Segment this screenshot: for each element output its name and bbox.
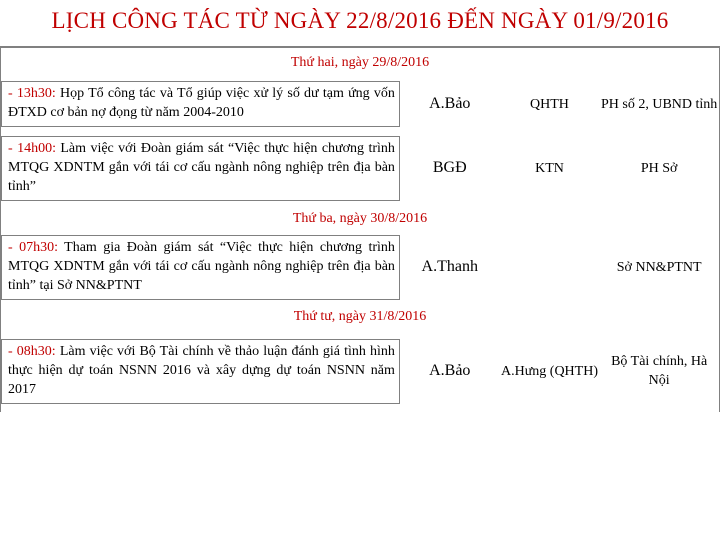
- schedule-row: [1, 132, 719, 204]
- task-place: Sở NN&PTNT: [616, 259, 702, 275]
- task-text: Làm việc với Bộ Tài chính về thảo luận đánh giá tình hình thực hiện dự toán NSNN 2016 và xây dựng dự toán NSNN năm 2017: [8, 343, 395, 397]
- task-place: Bộ Tài chính, Hà Nội: [611, 354, 708, 388]
- task-time: - 14h00:: [8, 140, 56, 156]
- day-header: Thứ tư, ngày 31/8/2016: [293, 309, 427, 324]
- task-text: Tham gia Đoàn giám sát “Việc thực hiện chương trình MTQG XDNTM gắn với tái cơ cấu ngành nông nghiệp trên địa bàn tỉnh” tại Sở NN&PTNT: [8, 239, 395, 293]
- schedule-title: LỊCH CÔNG TÁC TỪ NGÀY 22/8/2016 ĐẾN NGÀY 01/9/2016: [51, 8, 669, 33]
- schedule-row: [1, 330, 719, 412]
- task-description: [1, 81, 400, 127]
- task-text: Họp Tổ công tác và Tổ giúp việc xử lý số dư tạm ứng vốn ĐTXD cơ bản nợ đọng từ năm 2004-2010: [8, 86, 395, 120]
- task-description: [1, 235, 400, 300]
- task-leader: A.Thanh: [421, 258, 478, 275]
- schedule-row: [1, 76, 719, 132]
- day-header: Thứ hai, ngày 29/8/2016: [290, 55, 430, 70]
- task-leader: A.Bảo: [429, 95, 471, 112]
- schedule-row: [1, 232, 719, 302]
- task-text: Làm việc với Đoàn giám sát “Việc thực hiện chương trình MTQG XDNTM gắn với tái cơ cấu ngành nông nghiệp trên địa bàn tỉnh”: [8, 140, 395, 194]
- task-time: - 08h30:: [8, 343, 56, 359]
- task-unit: A.Hưng (QHTH): [500, 363, 598, 379]
- task-description: [1, 339, 400, 404]
- task-time: - 13h30:: [8, 86, 56, 101]
- task-time: - 07h30:: [8, 239, 58, 255]
- task-unit: KTN: [535, 160, 564, 176]
- task-leader: A.Bảo: [429, 362, 471, 379]
- task-leader: BGĐ: [432, 159, 467, 176]
- task-unit: QHTH: [530, 96, 569, 112]
- task-place: PH số 2, UBND tỉnh: [601, 96, 718, 112]
- schedule-table: [0, 48, 720, 412]
- task-place: PH Sở: [640, 160, 678, 176]
- day-header: Thứ ba, ngày 30/8/2016: [292, 211, 428, 226]
- task-description: [1, 136, 400, 201]
